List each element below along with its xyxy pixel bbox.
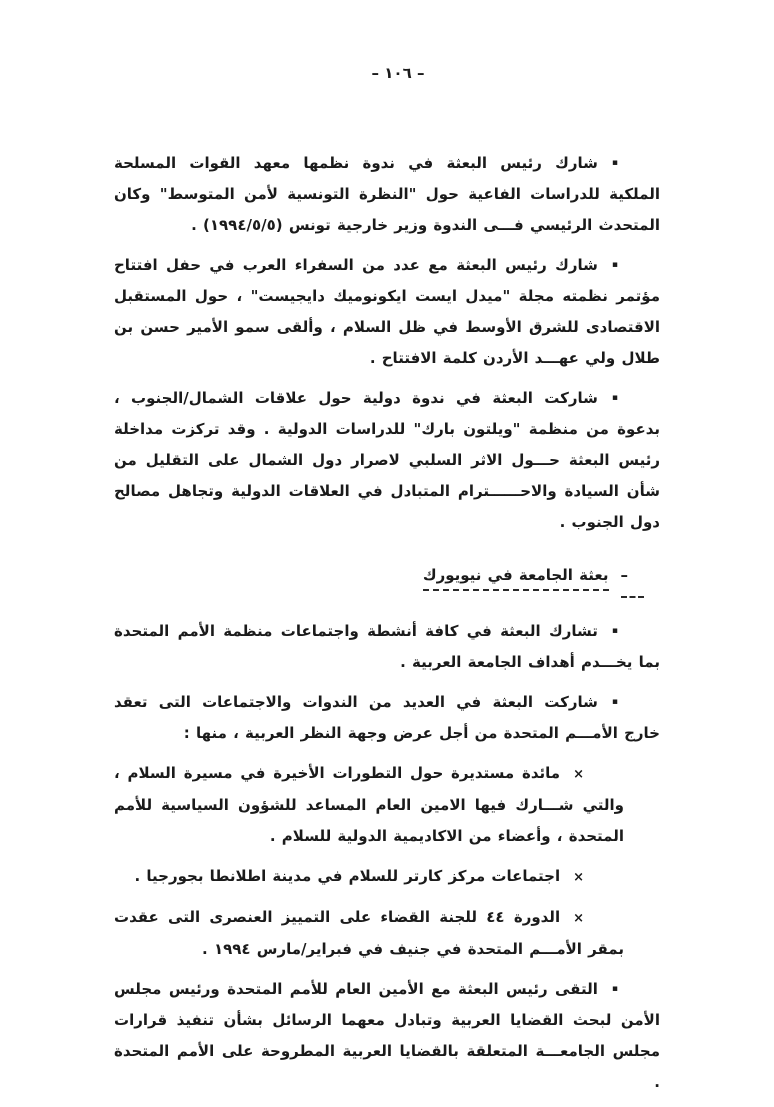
square-bullet-icon: ▪ — [611, 158, 618, 168]
square-bullet-icon: ▪ — [611, 984, 618, 994]
paragraph-text: تشارك البعثة في كافة أنشطة واجتماعات منظمة الأمم المتحدة بما يخـــدم أهداف الجامعة العربية . — [114, 622, 660, 671]
dash-marker-icon: – — [621, 560, 645, 598]
section-title: بعثة الجامعة في نيويورك — [423, 566, 609, 591]
square-bullet-icon: ▪ — [611, 260, 618, 270]
square-bullet-icon: ▪ — [611, 626, 618, 636]
sub-item-paragraph — [114, 758, 624, 852]
paragraph-text: الدورة ٤٤ للجنة القضاء على التمييز العنصرى التى عقدت بمقر الأمـــم المتحدة في جنيف في فبراير/مارس ١٩٩٤ . — [114, 908, 624, 958]
bullet-paragraph — [114, 383, 660, 538]
cross-bullet-icon: × — [573, 911, 584, 926]
paragraph-text: شارك رئيس البعثة مع عدد من السفراء العرب في حفل افتتاح مؤتمر نظمته مجلة "ميدل ايست ايكونوميك دايجيست" ، حول المستقبل الاقتصادى للشرق الأوسط في ظل السلام ، وألقى سمو الأمير حسن بن طلال ولي عهـــد الأردن كلمة الافتتاح . — [114, 256, 660, 367]
square-bullet-icon: ▪ — [611, 697, 618, 707]
paragraph-text: شارك رئيس البعثة في ندوة نظمها معهد القوات المسلحة الملكية للدراسات الفاعية حول "النظرة التونسية لأمن المتوسط" وكان المتحدث الرئيسي فـــى الندوة وزير خارجية تونس (١٩٩٤/٥/٥) . — [114, 154, 660, 234]
sub-item-paragraph — [114, 902, 624, 965]
bullet-paragraph — [114, 148, 660, 241]
bullet-paragraph — [114, 974, 660, 1098]
cross-bullet-icon: × — [573, 767, 584, 782]
square-bullet-icon: ▪ — [611, 393, 618, 403]
section-header — [114, 560, 660, 598]
page-number: – ١٠٦ – — [371, 64, 425, 82]
bullet-paragraph — [114, 250, 660, 374]
bullet-paragraph — [114, 616, 660, 678]
paragraph-text: شاركت البعثة في العديد من الندوات والاجتماعات التى تعقد خارج الأمـــم المتحدة من أجل عرض وجهة النظر العربية ، منها : — [114, 693, 660, 742]
bullet-paragraph — [114, 687, 660, 749]
cross-bullet-icon: × — [573, 870, 584, 885]
paragraph-text: التقى رئيس البعثة مع الأمين العام للأمم المتحدة ورئيس مجلس الأمن لبحث القضايا العربية وتبادل معهما الرسائل بشأن تنفيذ قرارات مجلس الجامعـــة المتعلقة بالقضايا العربية المطروحة على الأمم المتحدة . — [114, 980, 660, 1091]
document-body — [114, 148, 660, 1107]
paragraph-text: مائدة مستديرة حول التطورات الأخيرة في مسيرة السلام ، والتي شـــارك فيها الامين العام المساعد للشؤون السياسية للأمم المتحدة ، وأعضاء من الاكاديمية الدولية للسلام . — [114, 764, 624, 845]
paragraph-text: شاركت البعثة في ندوة دولية حول علاقات الشمال/الجنوب ، بدعوة من منظمة "ويلتون بارك" للدراسات الدولية . وقد تركزت مداخلة رئيس البعثة حـــول الاثر السلبي لاصرار دول الشمال على التقليل من شأن السيادة والاحــــــترام المتبادل في العلاقات الدولية وتجاهل مصالح دول الجنوب . — [114, 389, 660, 531]
paragraph-text: اجتماعات مركز كارتر للسلام في مدينة اطلانطا بجورجيا . — [134, 867, 561, 885]
sub-item-paragraph — [114, 861, 624, 893]
